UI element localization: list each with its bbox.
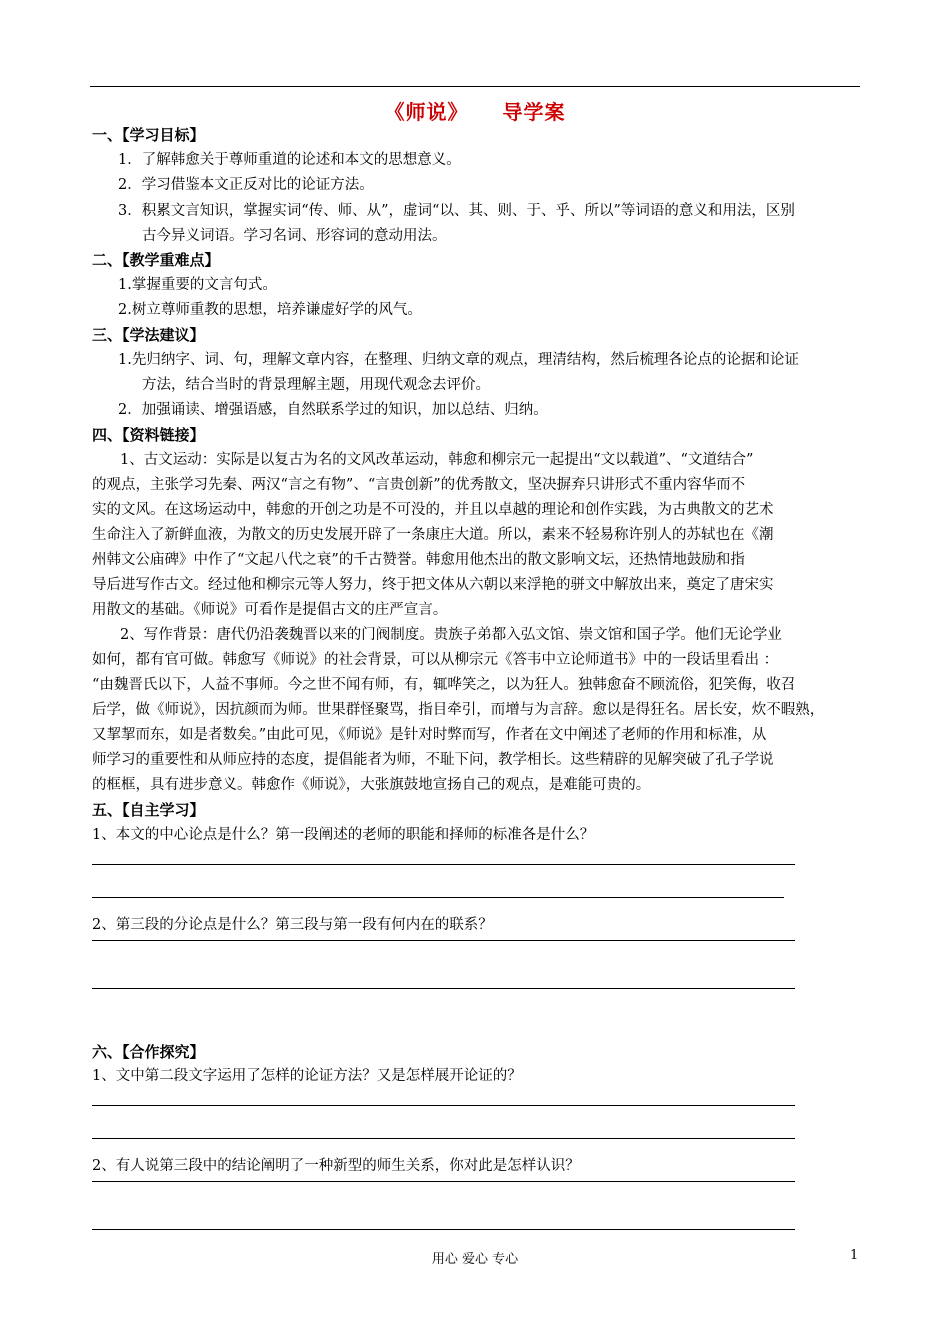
material-paragraph-line: 如何，都有官可做。韩愈写《师说》的社会背景，可以从柳宗元《答韦中立论师道书》中的一段话里看出 ： <box>92 652 779 668</box>
material-paragraph-line: “由魏晋氏以下，人益不事师。今之世不闻有师，有，辄哗笑之，以为狂人。独韩愈奋不顾流俗，犯笑侮，收召 <box>92 677 796 693</box>
material-paragraph-line: 又挈挈而东，如是者数矣。”由此可见，《师说》是针对时弊而写，作者在文中阐述了老师的作用和标准，从 <box>92 727 767 743</box>
section-heading-cooperative-inquiry: 六、【合作探究】 <box>92 1043 205 1061</box>
answer-line[interactable] <box>92 897 784 898</box>
material-paragraph-line: 2、写作背景：唐代仍沿袭魏晋以来的门阀制度。贵族子弟都入弘文馆、崇文馆和国子学。他们无论学业 <box>120 627 782 643</box>
material-paragraph-line: 用散文的基础。《师说》可看作是提倡古文的庄严宣言。 <box>92 602 448 618</box>
answer-line[interactable] <box>92 864 795 865</box>
key-point-item: 1.掌握重要的文言句式。 <box>118 277 277 293</box>
goal-item: 1．了解韩愈关于尊师重道的论述和本文的思想意义。 <box>118 152 461 168</box>
page-footer: 用心 爱心 专心 <box>431 1252 519 1267</box>
material-paragraph-line: 导后进写作古文。经过他和柳宗元等人努力，终于把文体从六朝以来浮艳的骈文中解放出来，奠定了唐宋实 <box>92 577 774 593</box>
material-paragraph-line: 实的文风。在这场运动中，韩愈的开创之功是不可没的，并且以卓越的理论和创作实践，为古典散文的艺术 <box>92 502 774 518</box>
answer-line[interactable] <box>92 1181 795 1182</box>
section-heading-self-study: 五、【自主学习】 <box>92 801 205 819</box>
title-right: 导学案 <box>502 100 566 124</box>
answer-line[interactable] <box>92 988 795 989</box>
goal-item-continued: 古今异义词语。学习名词、形容词的意动用法。 <box>142 228 447 244</box>
answer-line[interactable] <box>92 940 795 941</box>
material-paragraph-line: 的观点，主张学习先秦、两汉“言之有物”、“言贵创新”的优秀散文，坚决摒弃只讲形式不重内容华而不 <box>92 477 746 493</box>
header-rule <box>90 86 860 87</box>
section-heading-key-points: 二、【教学重难点】 <box>92 251 220 269</box>
goal-item: 3．积累文言知识，掌握实词“传、师、从”，虚词“以、其、则、于、乎、所以”等词语的意义和用法，区别 <box>118 203 795 219</box>
key-point-item: 2.树立尊师重教的思想，培养谦虚好学的风气。 <box>118 302 422 318</box>
title-left: 《师说》 <box>384 100 469 124</box>
method-item-continued: 方法，结合当时的背景理解主题，用现代观念去评价。 <box>142 377 490 393</box>
material-paragraph-line: 后学，做《师说》，因抗颜而为师。世果群怪聚骂，指目牵引，而增与为言辞。愈以是得狂名。居长安，炊不暇熟， <box>92 702 825 718</box>
answer-line[interactable] <box>92 1229 795 1230</box>
answer-line[interactable] <box>92 1105 795 1106</box>
section-heading-materials: 四、【资料链接】 <box>92 426 205 444</box>
self-study-question: 2、第三段的分论点是什么？第三段与第一段有何内在的联系？ <box>92 917 493 933</box>
answer-line[interactable] <box>92 1138 795 1139</box>
section-heading-goals: 一、【学习目标】 <box>92 126 205 144</box>
page-title <box>0 96 950 125</box>
method-item: 1.先归纳字、词、句，理解文章内容，在整理、归纳文章的观点，理清结构，然后梳理各论点的论据和论证 <box>118 352 799 368</box>
section-heading-method: 三、【学法建议】 <box>92 326 205 344</box>
method-item: 2．加强诵读、增强语感，自然联系学过的知识，加以总结、归纳。 <box>118 402 548 418</box>
page-number: 1 <box>850 1248 859 1263</box>
material-paragraph-line: 1、古文运动：实际是以复古为名的文风改革运动，韩愈和柳宗元一起提出“文以载道”、“文道结合” <box>120 452 754 468</box>
inquiry-question: 1、文中第二段文字运用了怎样的论证方法？又是怎样展开论证的？ <box>92 1068 522 1084</box>
self-study-question: 1、本文的中心论点是什么？第一段阐述的老师的职能和择师的标准各是什么？ <box>92 827 595 843</box>
material-paragraph-line: 生命注入了新鲜血液，为散文的历史发展开辟了一条康庄大道。所以，素来不轻易称许别人的苏轼也在《潮 <box>92 527 774 543</box>
goal-item: 2．学习借鉴本文正反对比的论证方法。 <box>118 177 374 193</box>
material-paragraph-line: 州韩文公庙碑》中作了“文起八代之衰”的千古赞誉。韩愈用他杰出的散文影响文坛，还热情地鼓励和指 <box>92 552 745 568</box>
material-paragraph-line: 的框框，具有进步意义。韩愈作《师说》，大张旗鼓地宣扬自己的观点，是难能可贵的。 <box>92 777 651 793</box>
inquiry-question: 2、有人说第三段中的结论阐明了一种新型的师生关系，你对此是怎样认识？ <box>92 1158 580 1174</box>
material-paragraph-line: 师学习的重要性和从师应持的态度，提倡能者为师，不耻下问，教学相长。这些精辟的见解突破了孔子学说 <box>92 752 774 768</box>
